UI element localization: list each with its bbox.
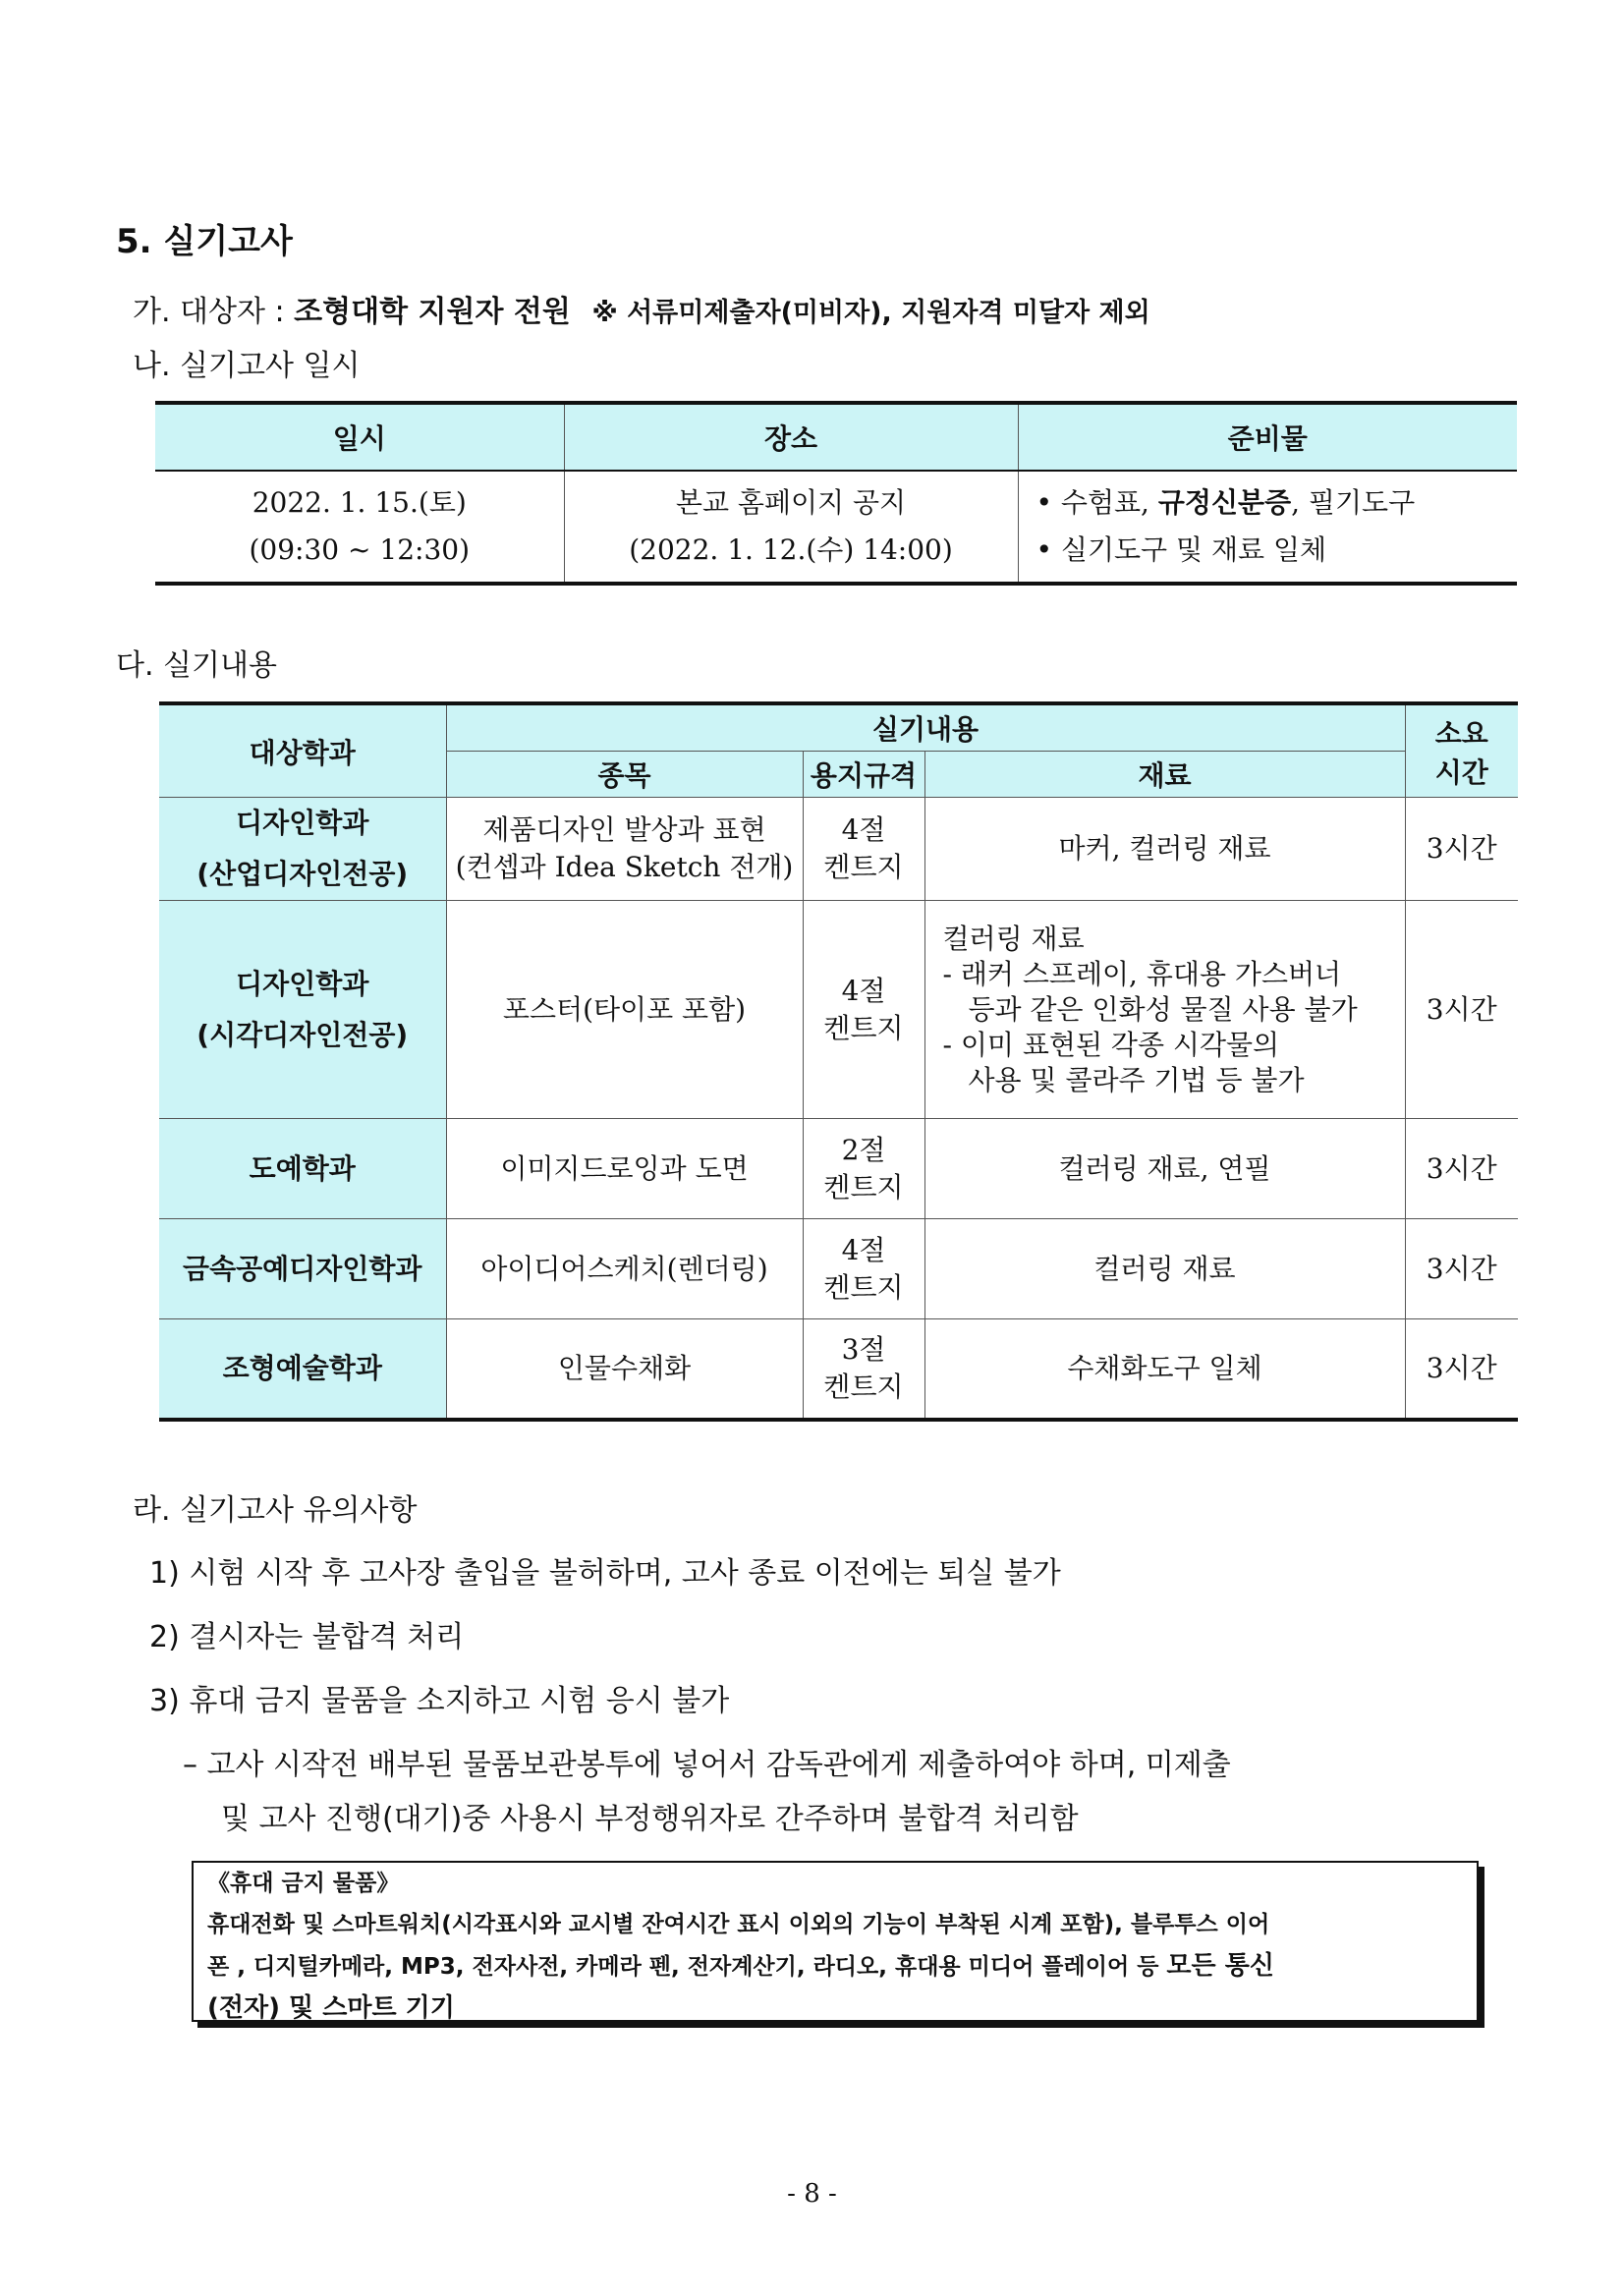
row-paper xyxy=(803,1319,924,1420)
target-line xyxy=(133,287,1150,330)
schedule-date-line2: (09:30 ~ 12:30) xyxy=(249,533,470,566)
prohibited-items-box xyxy=(192,1861,1479,2022)
schedule-items xyxy=(1018,471,1517,584)
row-dept: 금속공예디자인학과 xyxy=(159,1219,446,1319)
target-text: 조형대학 지원자 전원 xyxy=(294,295,571,329)
schedule-header-items: 준비물 xyxy=(1018,403,1517,471)
note-3: 3) 휴대 금지 물품을 소지하고 시험 응시 불가 xyxy=(149,1684,730,1718)
header-time xyxy=(1405,703,1518,798)
event-line1: 제품디자인 발상과 표현 xyxy=(482,813,766,846)
header-time-line1: 소요 xyxy=(1434,716,1488,750)
schedule-place-line2: (2022. 1. 12.(수) 14:00) xyxy=(629,533,953,566)
schedule-header-date: 일시 xyxy=(155,403,564,471)
row-event: 아이디어스케치(렌더링) xyxy=(446,1219,803,1319)
schedule-items-line1 xyxy=(1036,479,1518,527)
prohibited-items-emphasis: 모든 통신 xyxy=(1166,1951,1274,1981)
notes-heading: 라. 실기고사 유의사항 xyxy=(133,1493,418,1528)
items-suffix: , 필기도구 xyxy=(1291,486,1416,519)
row-time: 3시간 xyxy=(1405,1319,1518,1420)
schedule-heading: 나. 실기고사 일시 xyxy=(133,349,361,383)
schedule-date-line1: 2022. 1. 15.(토) xyxy=(252,486,467,519)
table-row xyxy=(159,1219,1518,1319)
row-time: 3시간 xyxy=(1405,798,1518,901)
row-material: 수채화도구 일체 xyxy=(924,1319,1405,1420)
target-note: ※ 서류미제출자(미비자), 지원자격 미달자 제외 xyxy=(591,298,1150,328)
row-paper xyxy=(803,901,924,1119)
material-line: 등과 같은 인화성 물질 사용 불가 xyxy=(968,992,1358,1026)
content-table xyxy=(159,701,1518,1422)
content-heading: 다. 실기내용 xyxy=(116,648,277,683)
items-bold: 규정신분증 xyxy=(1157,486,1292,519)
dept-line2: (산업디자인전공) xyxy=(196,858,409,890)
schedule-header-row xyxy=(155,403,1517,471)
prohibited-items-line3: (전자) 및 스마트 기기 xyxy=(207,1993,455,2023)
paper-type: 켄트지 xyxy=(823,1270,904,1304)
paper-size: 4절 xyxy=(841,1233,886,1266)
content-header-row xyxy=(159,703,1518,752)
page-number: - 8 - xyxy=(787,2179,837,2209)
row-material xyxy=(924,901,1405,1119)
table-row xyxy=(159,1319,1518,1420)
target-label: 가. 대상자 : xyxy=(133,295,295,329)
header-group: 실기내용 xyxy=(446,703,1405,752)
items-prefix: • 수험표, xyxy=(1036,486,1158,519)
paper-type: 켄트지 xyxy=(823,851,904,883)
row-paper xyxy=(803,1119,924,1219)
row-time: 3시간 xyxy=(1405,1219,1518,1319)
dept-line1: 디자인학과 xyxy=(236,967,369,1000)
header-material: 재료 xyxy=(924,752,1405,798)
schedule-header-place: 장소 xyxy=(564,403,1018,471)
row-material: 마커, 컬러링 재료 xyxy=(924,798,1405,901)
paper-type: 켄트지 xyxy=(823,1170,904,1204)
row-paper xyxy=(803,1219,924,1319)
row-material: 컬러링 재료 xyxy=(924,1219,1405,1319)
row-event: 인물수채화 xyxy=(446,1319,803,1420)
section-title: 5. 실기고사 xyxy=(116,222,293,261)
paper-size: 2절 xyxy=(841,1133,886,1166)
schedule-row xyxy=(155,471,1517,584)
row-event xyxy=(446,798,803,901)
material-line: - 이미 표현된 각종 시각물의 xyxy=(942,1028,1280,1061)
schedule-date xyxy=(155,471,564,584)
row-dept: 조형예술학과 xyxy=(159,1319,446,1420)
row-material: 컬러링 재료, 연필 xyxy=(924,1119,1405,1219)
material-line: 사용 및 콜라주 기법 등 불가 xyxy=(968,1063,1305,1096)
paper-type: 켄트지 xyxy=(823,1370,904,1403)
note-3-detail-2: 및 고사 진행(대기)중 사용시 부정행위자로 간주하며 불합격 처리함 xyxy=(221,1802,1079,1836)
prohibited-items-title: 《휴대 금지 물품》 xyxy=(207,1871,400,1896)
header-dept: 대상학과 xyxy=(159,703,446,798)
row-paper xyxy=(803,798,924,901)
dept-line2: (시각디자인전공) xyxy=(196,1018,409,1051)
header-paper: 용지규격 xyxy=(803,752,924,798)
schedule-table xyxy=(155,401,1517,586)
note-3-detail-1: – 고사 시작전 배부된 물품보관봉투에 넣어서 감독관에게 제출하여야 하며, 미제출 xyxy=(183,1748,1231,1782)
header-event: 종목 xyxy=(446,752,803,798)
table-row xyxy=(159,901,1518,1119)
note-2: 2) 결시자는 불합격 처리 xyxy=(149,1620,465,1654)
prohibited-items-line2 xyxy=(207,1945,1463,1988)
row-event: 이미지드로잉과 도면 xyxy=(446,1119,803,1219)
paper-size: 4절 xyxy=(841,813,886,846)
schedule-place xyxy=(564,471,1018,584)
paper-type: 켄트지 xyxy=(823,1011,904,1044)
row-event: 포스터(타이포 포함) xyxy=(446,901,803,1119)
row-dept xyxy=(159,798,446,901)
dept-line1: 디자인학과 xyxy=(236,807,369,839)
row-time: 3시간 xyxy=(1405,901,1518,1119)
material-line: 컬러링 재료 xyxy=(942,922,1085,955)
row-dept: 도예학과 xyxy=(159,1119,446,1219)
paper-size: 3절 xyxy=(841,1332,886,1366)
prohibited-items-line2-text: 폰 , 디지털카메라, MP3, 전자사전, 카메라 펜, 전자계산기, 라디오, 휴대용 미디어 플레이어 등 xyxy=(207,1954,1167,1980)
event-line2: (컨셉과 Idea Sketch 전개) xyxy=(455,851,794,883)
paper-size: 4절 xyxy=(841,974,886,1007)
header-time-line2: 시간 xyxy=(1434,756,1488,789)
material-line: - 래커 스프레이, 휴대용 가스버너 xyxy=(942,957,1342,990)
table-row xyxy=(159,798,1518,901)
note-1: 1) 시험 시작 후 고사장 출입을 불허하며, 고사 종료 이전에는 퇴실 불가 xyxy=(149,1556,1061,1591)
schedule-items-line2: • 실기도구 및 재료 일체 xyxy=(1036,533,1327,566)
row-time: 3시간 xyxy=(1405,1119,1518,1219)
row-dept xyxy=(159,901,446,1119)
table-row xyxy=(159,1119,1518,1219)
prohibited-items-line1: 휴대전화 및 스마트워치(시각표시와 교시별 잔여시간 표시 이외의 기능이 부착된 시계 포함), 블루투스 이어 xyxy=(207,1912,1270,1937)
schedule-place-line1: 본교 홈페이지 공지 xyxy=(675,486,907,519)
